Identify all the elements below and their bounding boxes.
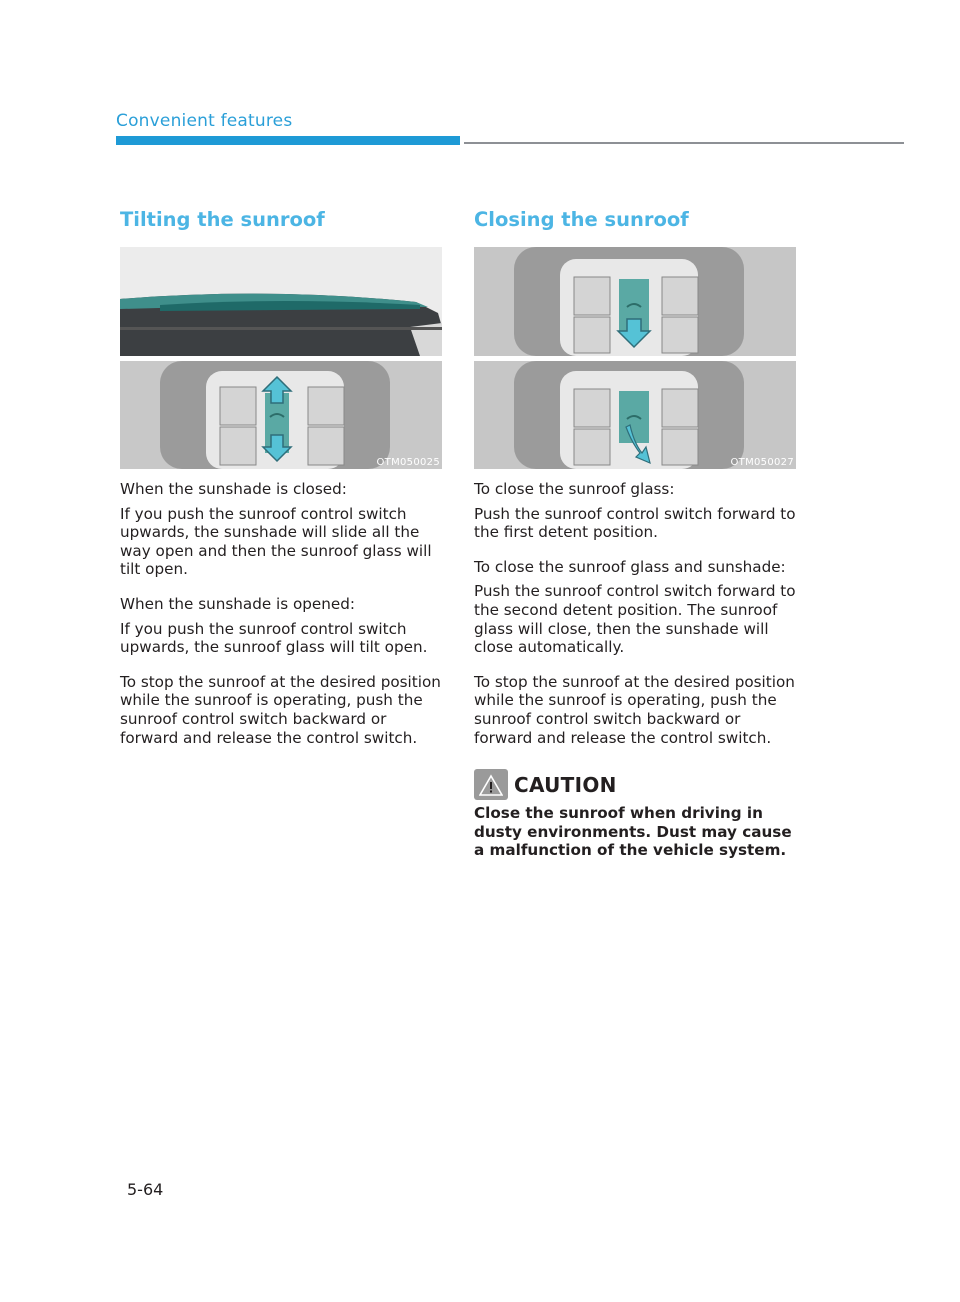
- paragraph: When the sunshade is opened:: [120, 594, 355, 613]
- left-column: [120, 205, 442, 753]
- page-number: 5-64: [127, 1180, 164, 1199]
- caution-text: Close the sunroof when driving in dusty environments. Dust may cause a malfunction of the vehicle system.: [474, 804, 792, 860]
- figure-code: OTM050025: [376, 457, 440, 468]
- paragraph: When the sunshade is closed:: [120, 480, 347, 498]
- paragraph: To stop the sunroof at the desired position while the sunroof is operating, push the sunroof control switch backward or forward and release the control switch.: [474, 672, 795, 747]
- paragraph: To stop the sunroof at the desired position while the sunroof is operating, push the sunroof control switch backward or forward and release the control switch.: [120, 672, 441, 747]
- header-rule: [464, 142, 904, 144]
- section-title: Convenient features: [116, 111, 293, 131]
- closing-heading: Closing the sunroof: [474, 208, 689, 231]
- paragraph: To close the sunroof glass:: [474, 480, 675, 498]
- header-accent-bar: [116, 136, 460, 145]
- left-body: [120, 480, 442, 747]
- right-column: [474, 205, 796, 860]
- paragraph: If you push the sunroof control switch upwards, the sunshade will slide all the way open and then the sunroof glass will tilt open.: [120, 504, 432, 579]
- paragraph: To close the sunroof glass and sunshade:: [474, 557, 786, 576]
- paragraph: Push the sunroof control switch forward to the second detent position. The sunroof glass will close, then the sunshade will close automatically.: [474, 582, 796, 657]
- tilting-figure: [120, 247, 442, 469]
- paragraph: If you push the sunroof control switch upwards, the sunroof glass will tilt open.: [120, 619, 428, 657]
- closing-figure: [474, 247, 796, 469]
- tilting-heading: Tilting the sunroof: [120, 208, 325, 231]
- paragraph: Push the sunroof control switch forward to the first detent position.: [474, 504, 796, 542]
- closing-illustration: [474, 247, 796, 469]
- figure-code: OTM050027: [730, 457, 794, 468]
- tilting-illustration: [120, 247, 442, 469]
- warning-triangle-icon: [474, 769, 508, 800]
- right-body: [474, 480, 796, 747]
- caution-title: CAUTION: [514, 772, 617, 797]
- caution-header: [474, 769, 796, 800]
